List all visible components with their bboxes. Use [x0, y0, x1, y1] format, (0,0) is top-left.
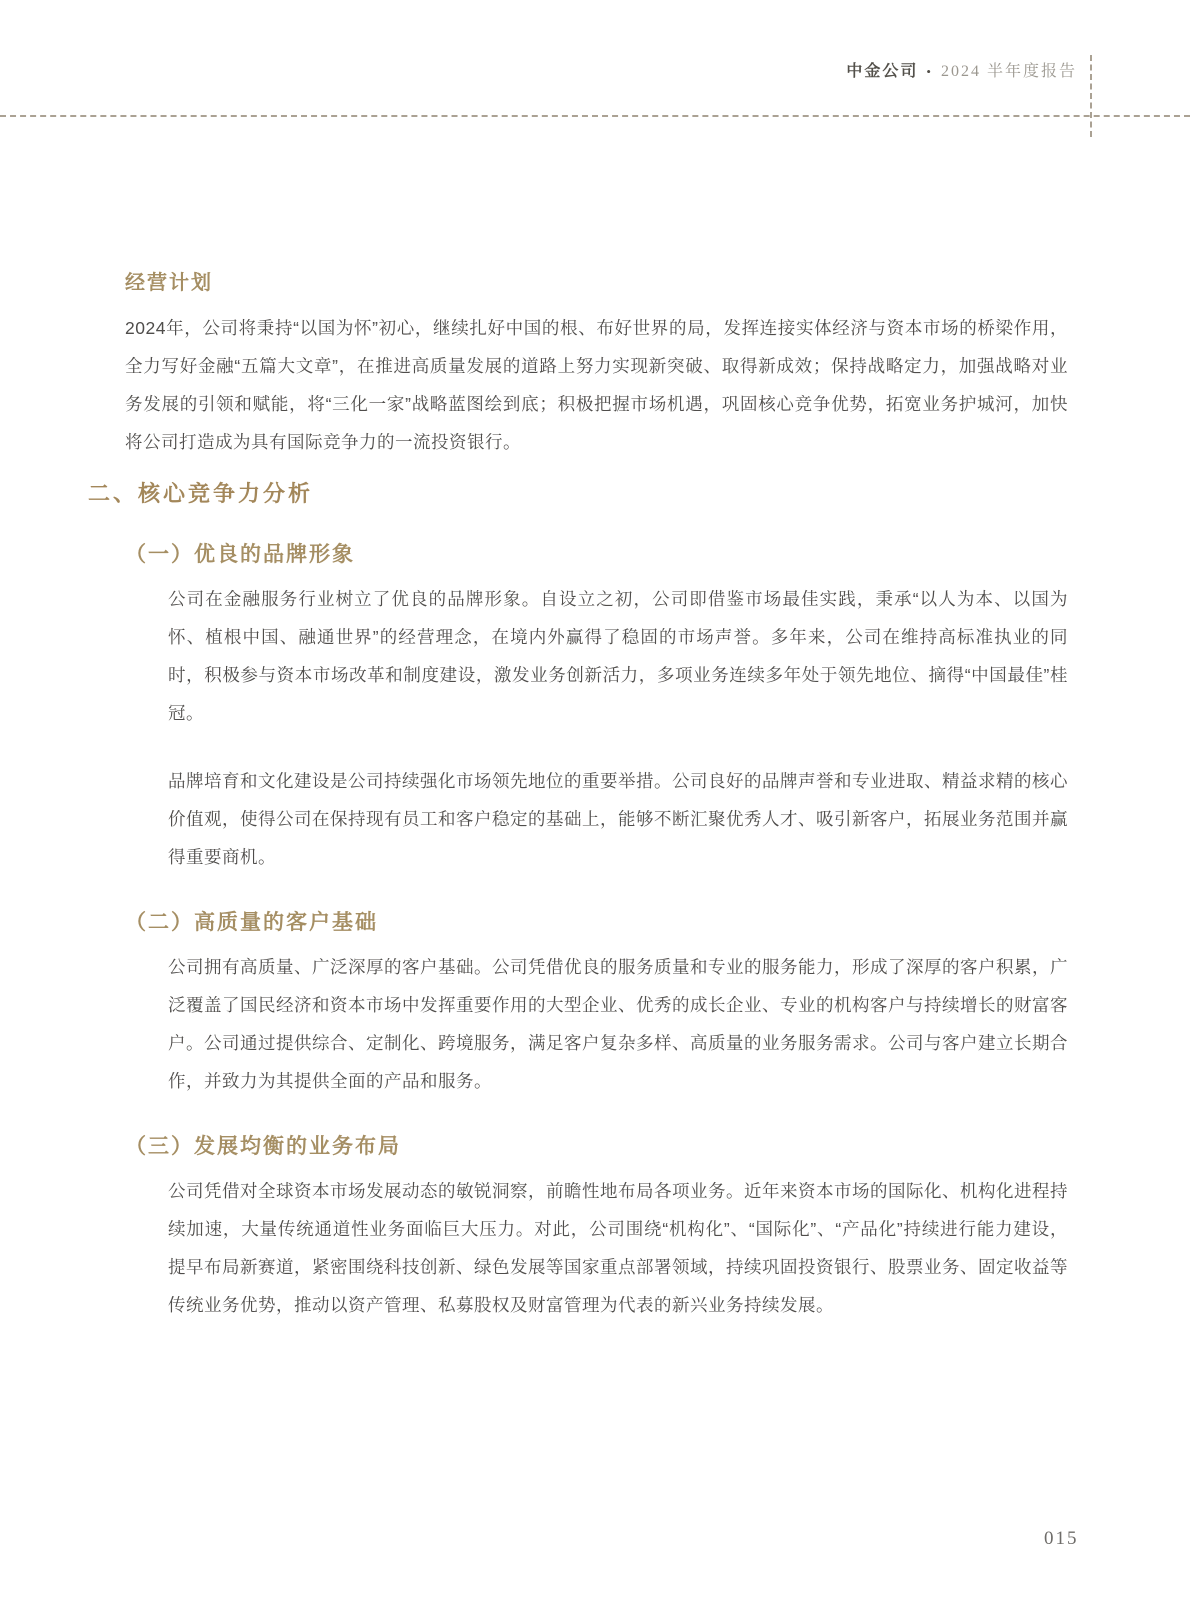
paragraph-business-plan: 2024年，公司将秉持“以国为怀”初心，继续扎好中国的根、布好世界的局，发挥连接实体经济与资本市场的桥梁作用，全力写好金融“五篇大文章”，在推进高质量发展的道路上努力实现新突破、取得新成效；保持战略定力，加强战略对业务发展的引领和赋能，将“三化一家”战略蓝图绘到底；积极把握市场机遇，巩固核心竞争优势，拓宽业务护城河，加快将公司打造成为具有国际竞争力的一流投资银行。	[125, 318, 1068, 452]
header-company-name: 中金公司	[846, 63, 919, 80]
heading-brand-image: （一）优良的品牌形象	[125, 543, 355, 566]
heading-business-layout: （三）发展均衡的业务布局	[125, 1135, 401, 1158]
header-report-title: 2024 半年度报告	[940, 63, 1077, 80]
page-number: 015	[1044, 1528, 1079, 1549]
paragraph-brand-image-1: 公司在金融服务行业树立了优良的品牌形象。自设立之初，公司即借鉴市场最佳实践，秉承“以人为本、以国为怀、植根中国、融通世界”的经营理念，在境内外赢得了稳固的市场声誉。多年来，公司在维持高标准执业的同时，积极参与资本市场改革和制度建设，激发业务创新活力，多项业务连续多年处于领先地位、摘得“中国最佳”桂冠。	[168, 589, 1068, 723]
horizontal-dashed-rule	[0, 115, 1190, 117]
heading-business-plan: 经营计划	[125, 272, 213, 294]
document-body	[0, 266, 1190, 1324]
paragraph-customer-base: 公司拥有高质量、广泛深厚的客户基础。公司凭借优良的服务质量和专业的服务能力，形成了深厚的客户积累，广泛覆盖了国民经济和资本市场中发挥重要作用的大型企业、优秀的成长企业、专业的机构客户与持续增长的财富客户。公司通过提供综合、定制化、跨境服务，满足客户复杂多样、高质量的业务服务需求。公司与客户建立长期合作，并致力为其提供全面的产品和服务。	[168, 957, 1068, 1091]
header-separator-dot: •	[926, 64, 933, 79]
heading-core-competitiveness: 二、核心竞争力分析	[88, 481, 314, 506]
vertical-dashed-rule	[1090, 55, 1092, 137]
paragraph-business-layout: 公司凭借对全球资本市场发展动态的敏锐洞察，前瞻性地布局各项业务。近年来资本市场的国际化、机构化进程持续加速，大量传统通道性业务面临巨大压力。对此，公司围绕“机构化”、“国际化”、“产品化”持续进行能力建设，提早布局新赛道，紧密围绕科技创新、绿色发展等国家重点部署领域，持续巩固投资银行、股票业务、固定收益等传统业务优势，推动以资产管理、私募股权及财富管理为代表的新兴业务持续发展。	[168, 1181, 1068, 1315]
heading-customer-base: （二）高质量的客户基础	[125, 911, 378, 934]
page-header	[846, 58, 1077, 81]
paragraph-brand-image-2: 品牌培育和文化建设是公司持续强化市场领先地位的重要举措。公司良好的品牌声誉和专业进取、精益求精的核心价值观，使得公司在保持现有员工和客户稳定的基础上，能够不断汇聚优秀人才、吸引新客户，拓展业务范围并赢得重要商机。	[168, 771, 1068, 867]
